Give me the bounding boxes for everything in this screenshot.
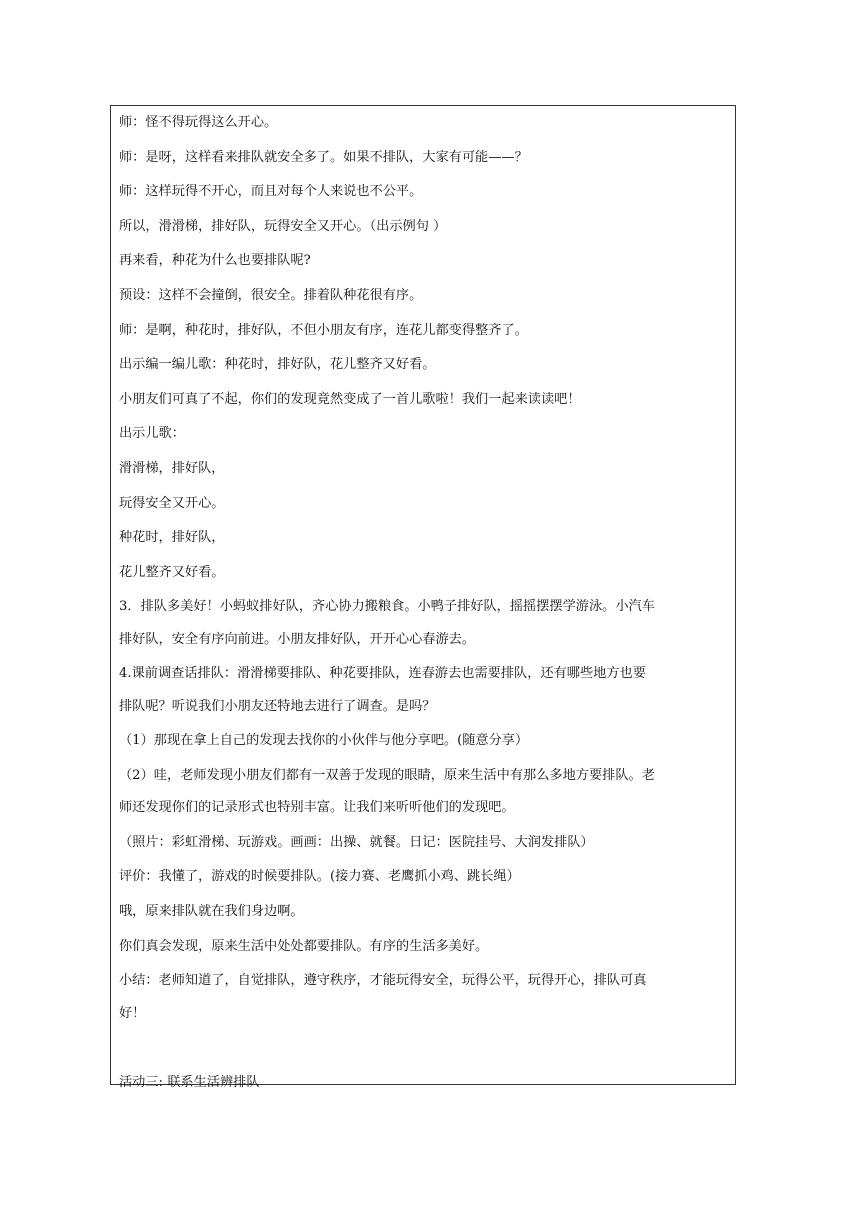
text-line: 师：怪不得玩得这么开心。 — [119, 115, 278, 130]
text-line: 排队呢？听说我们小朋友还特地去进行了调查。是吗？ — [119, 698, 436, 714]
poem-line: 玩得安全又开心。 — [119, 495, 225, 511]
text-line: 好！ — [119, 1005, 146, 1021]
text-line: 师：这样玩得不开心，而且对每个人来说也不公平。 — [119, 184, 423, 200]
text-line: 4.课前调查话排队：滑滑梯要排队、种花要排队，连春游去也需要排队，还有哪些地方也要 — [119, 666, 646, 682]
text-line: 小结：老师知道了，自觉排队，遵守秩序，才能玩得安全，玩得公平，玩得开心，排队可真 — [119, 973, 647, 989]
poem-line: 花儿整齐又好看。 — [119, 564, 225, 580]
text-line: 再来看，种花为什么也要排队呢? — [119, 253, 311, 269]
poem-line: 滑滑梯，排好队， — [119, 460, 225, 476]
poem-line: 种花时，排好队， — [119, 530, 225, 546]
section-heading: 活动三: 联系生活辨排队 — [119, 1074, 260, 1090]
text-line: 小朋友们可真了不起，你们的发现竟然变成了一首儿歌啦！我们一起来读读吧！ — [119, 391, 581, 407]
text-line: 出示编一编儿歌：种花时，排好队，花儿整齐又好看。 — [119, 357, 436, 373]
text-line: 排好队，安全有序向前进。小朋友排好队，开开心心春游去。 — [119, 631, 476, 647]
text-line: 师：是呀，这样看来排队就安全多了。如果不排队，大家有可能——？ — [119, 149, 528, 165]
text-line: 预设：这样不会撞倒，很安全。排着队种花很有序。 — [119, 287, 423, 303]
text-line: 师还发现你们的记录形式也特别丰富。让我们来听听他们的发现吧。 — [119, 800, 515, 816]
text-line: 3．排队多美好！小蚂蚁排好队，齐心协力搬粮食。小鸭子排好队，摇摇摆摆学游泳。小汽车 — [119, 599, 655, 615]
text-line: 所以，滑滑梯，排好队，玩得安全又开心。（出示例句 ） — [119, 218, 447, 234]
text-line: （1）那现在拿上自己的发现去找你的小伙伴与他分享吧。(随意分享） — [119, 733, 529, 749]
text-line: （2）哇，老师发现小朋友们都有一双善于发现的眼睛，原来生活中有那么多地方要排队。老 — [119, 767, 655, 783]
text-line: 出示儿歌： — [119, 426, 185, 442]
text-line: 你们真会发现，原来生活中处处都要排队。有序的生活多美好。 — [119, 938, 489, 954]
text-line: 评价：我懂了，游戏的时候要排队。(接力赛、老鹰抓小鸡、跳长绳） — [119, 869, 520, 885]
text-line: （照片：彩虹滑梯、玩游戏。画画：出操、就餐。日记：医院挂号、大润发排队） — [119, 834, 594, 850]
text-line: 哦，原来排队就在我们身边啊。 — [119, 904, 304, 920]
text-line: 师：是啊，种花时，排好队，不但小朋友有序，连花儿都变得整齐了。 — [119, 322, 528, 338]
lesson-text — [119, 114, 731, 1108]
lesson-table-cell — [110, 105, 736, 1090]
